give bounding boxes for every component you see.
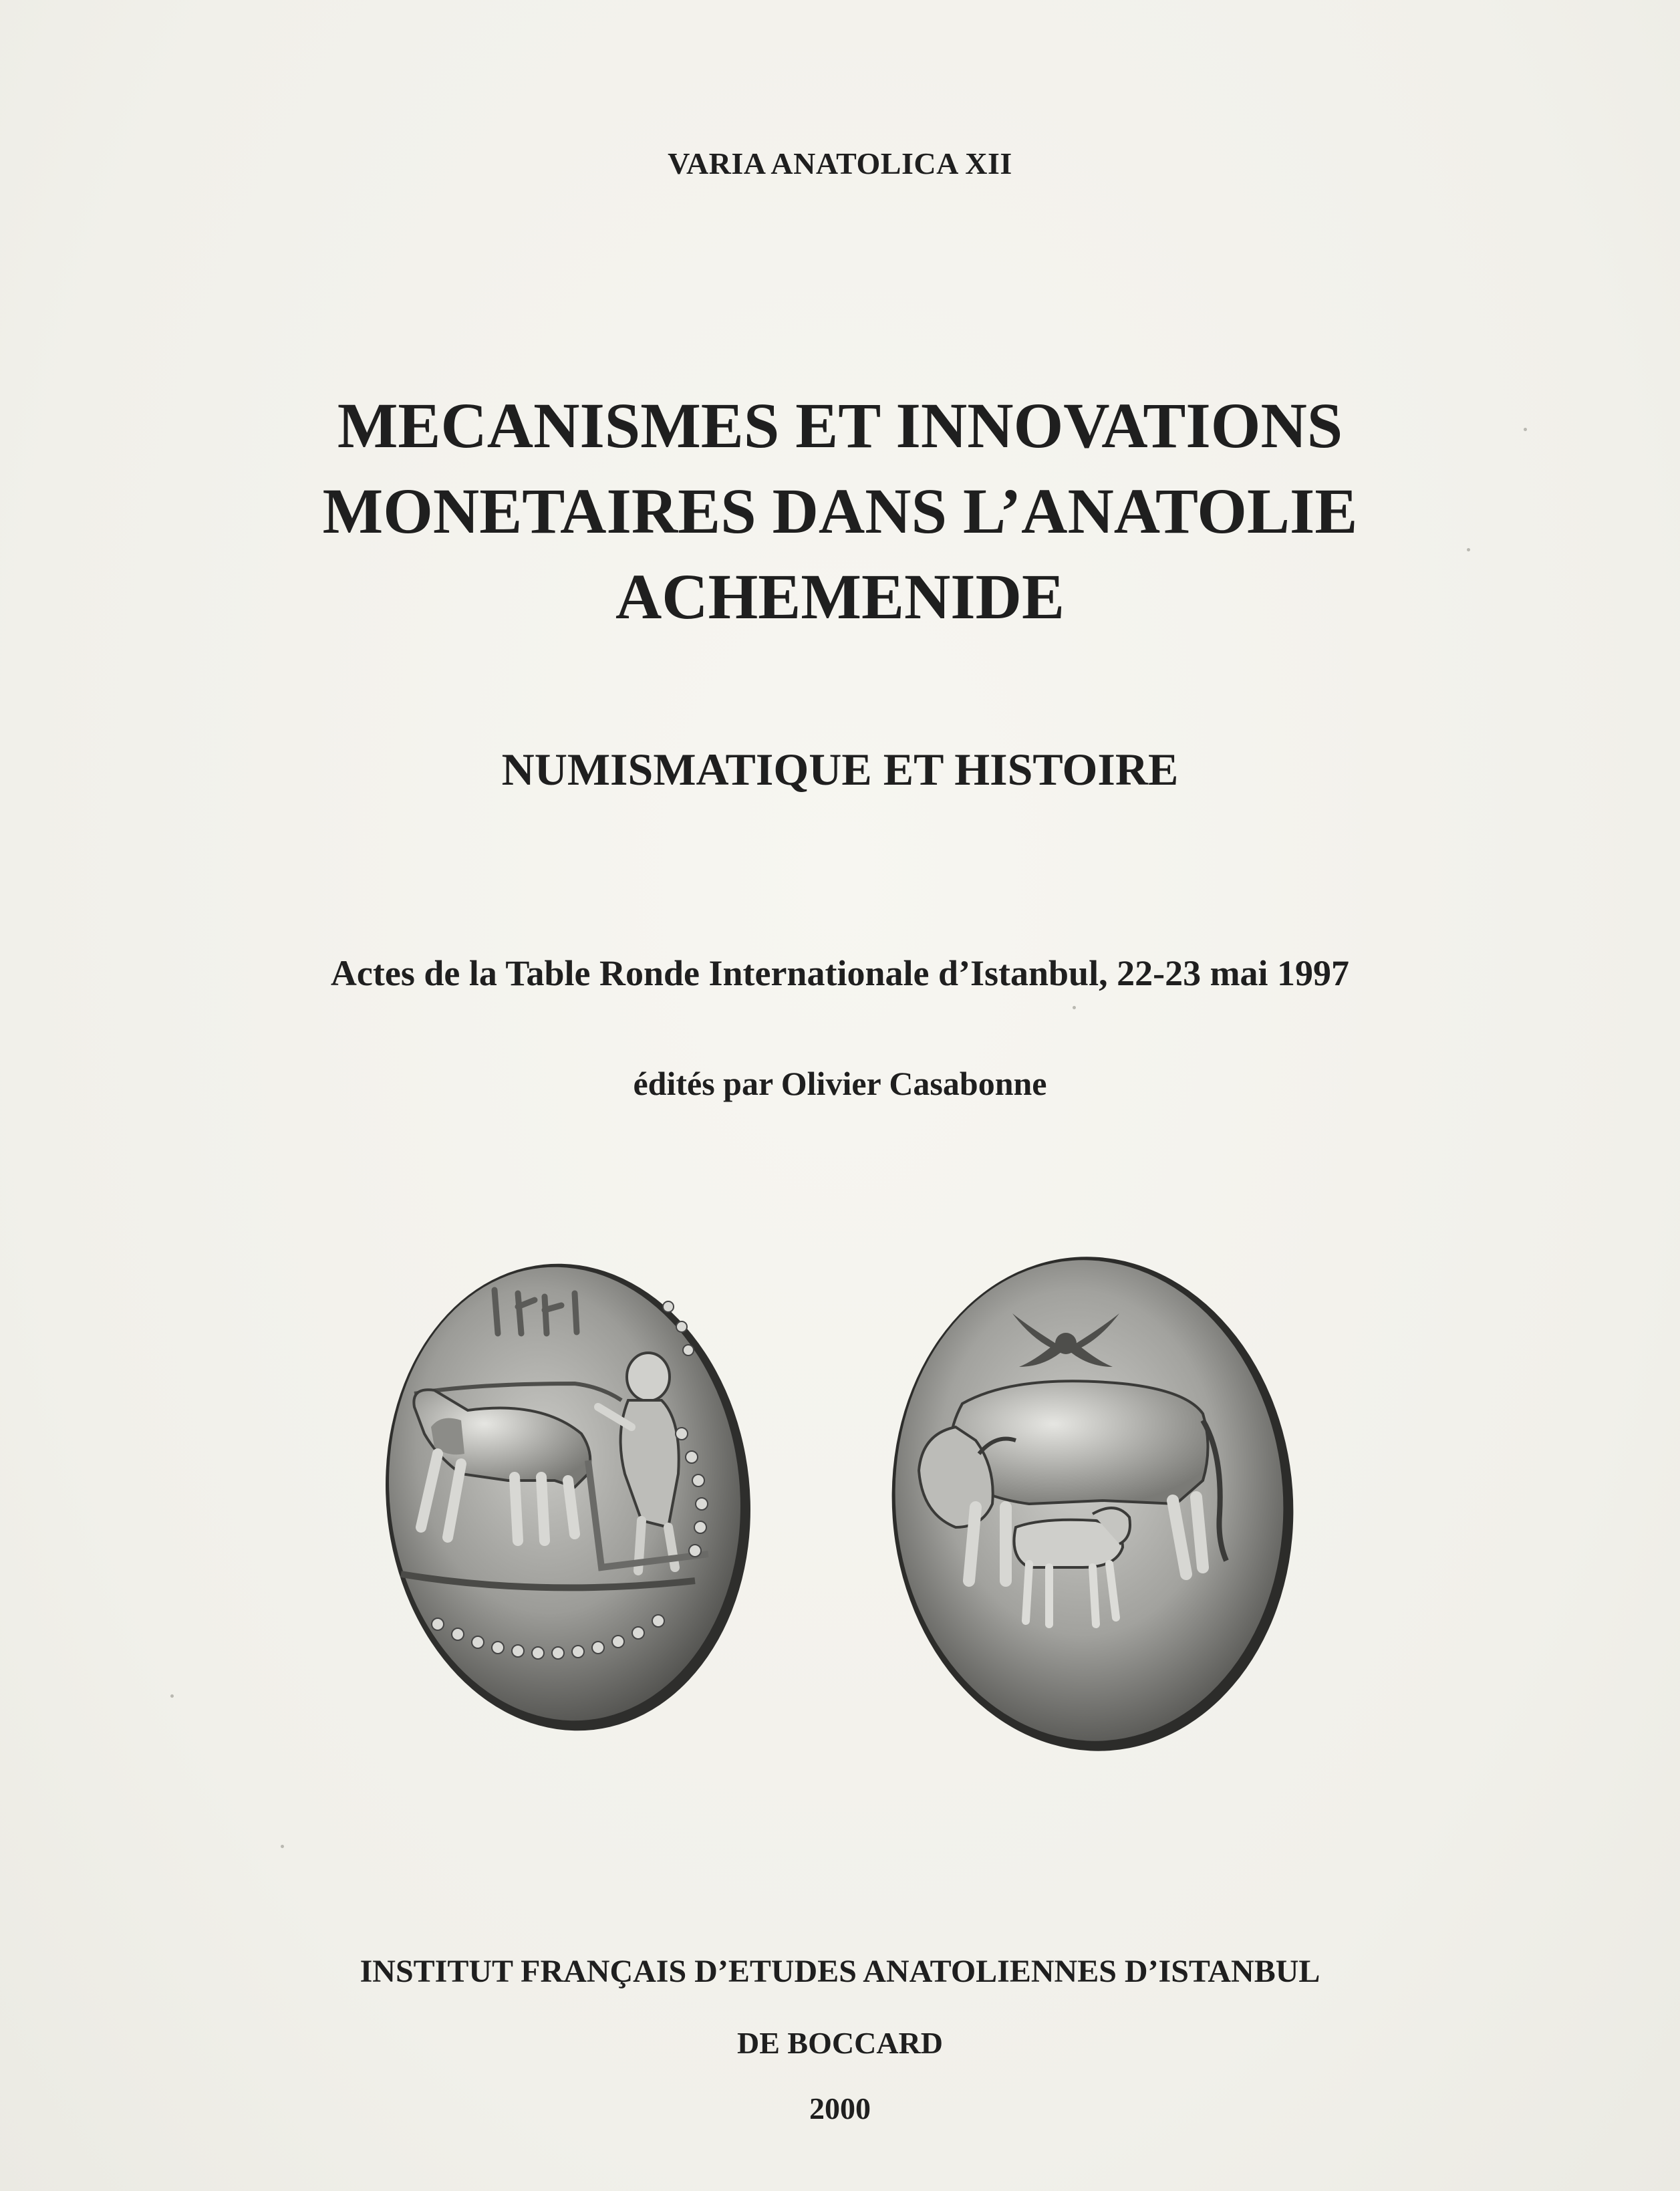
publication-year: 2000: [809, 2091, 871, 2125]
book-subtitle: NUMISMATIQUE ET HISTOIRE: [501, 744, 1179, 795]
book-title-line-3: ACHEMENIDE: [615, 561, 1065, 632]
right-coin-image: [875, 1243, 1296, 1765]
proceedings-line: Actes de la Table Ronde Internationale d’Istanbul, 22-23 mai 1997: [330, 953, 1350, 993]
co-publisher-name: DE BOCCARD: [737, 2026, 943, 2060]
publisher-name: INSTITUT FRANÇAIS D’ETUDES ANATOLIENNES D’ISTANBUL: [360, 1954, 1320, 1989]
book-title-line-1: MECANISMES ET INNOVATIONS: [337, 390, 1343, 461]
coin-illustration: [374, 1233, 1296, 1775]
book-title-line-2: MONETAIRES DANS L’ANATOLIE: [322, 475, 1358, 547]
left-coin-image: [374, 1245, 773, 1749]
editor-line: édités par Olivier Casabonne: [633, 1065, 1047, 1102]
series-title: VARIA ANATOLICA XII: [668, 146, 1012, 180]
